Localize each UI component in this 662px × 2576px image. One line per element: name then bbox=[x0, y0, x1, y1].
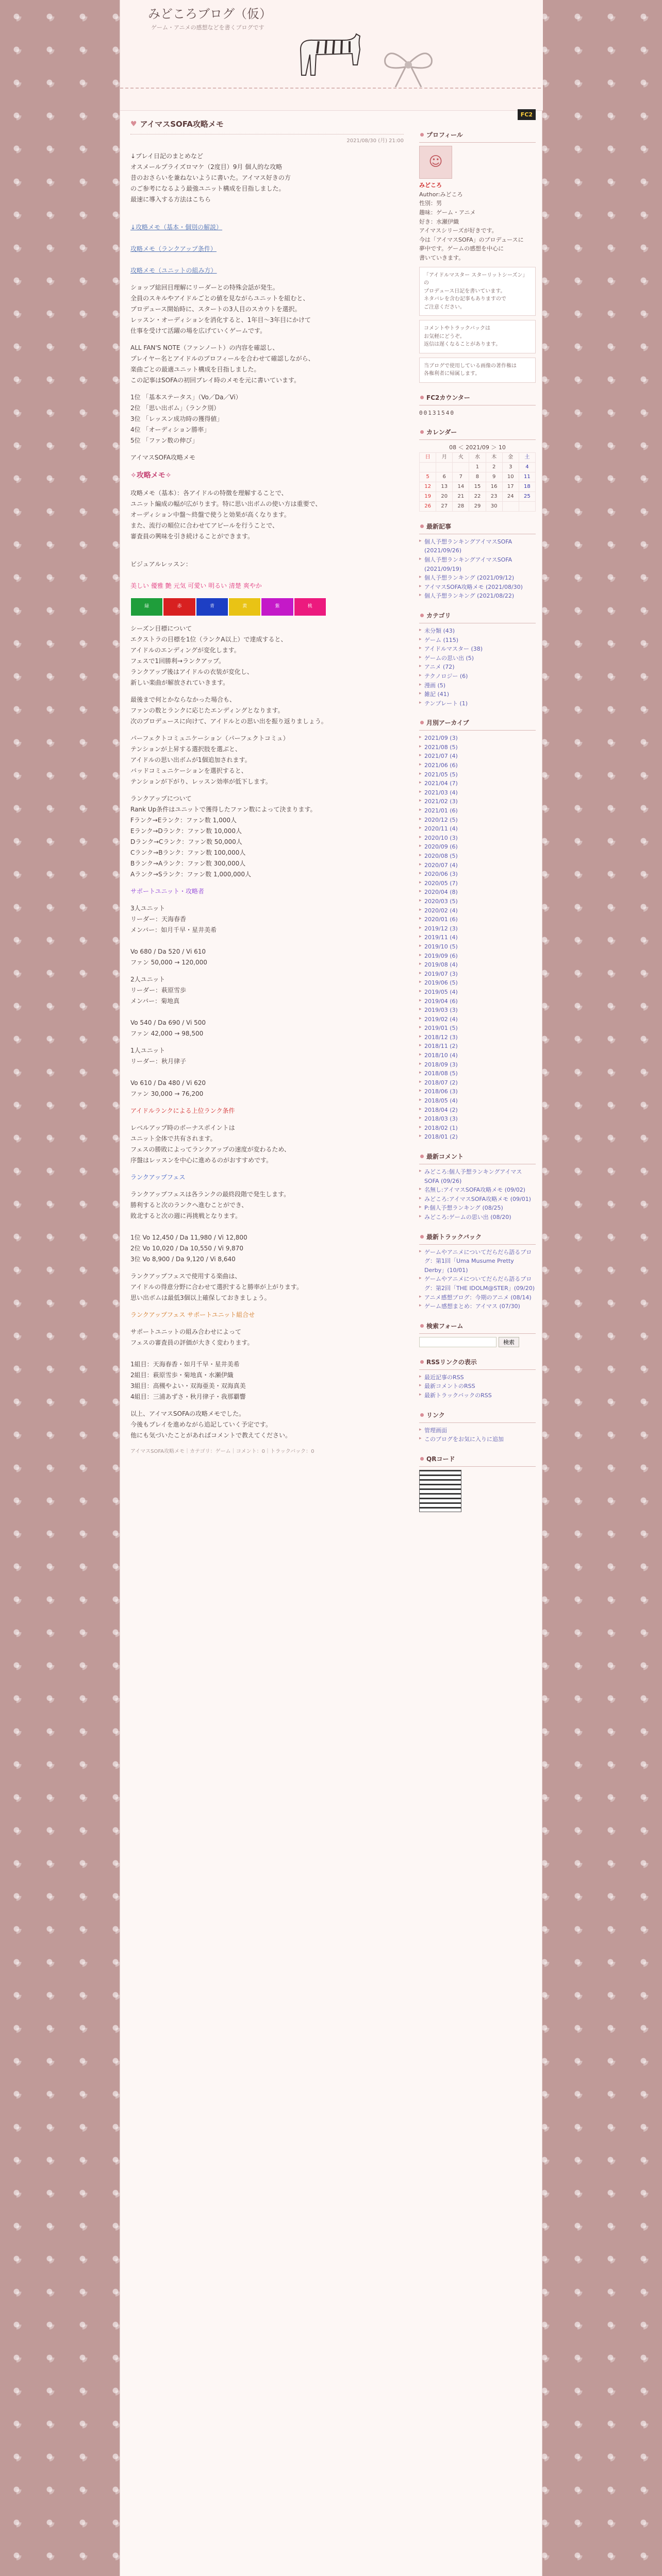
trackback-title: 最新トラックバック bbox=[419, 1230, 536, 1245]
recent-entries-widget bbox=[419, 520, 536, 601]
calendar-cell: 23 bbox=[486, 492, 502, 501]
entry-title[interactable]: アイマスSOFA攻略メモ bbox=[140, 120, 224, 129]
category-widget bbox=[419, 609, 536, 708]
unit-block-3: 1人ユニット リーダー：秋月律子 Vo 610 / Da 480 / Vi 620 ファン 30,000 → 76,200 bbox=[130, 1047, 206, 1098]
visual-lesson-words: 美しい 優雅 艶 元気 可愛い 明るい 清楚 爽やか bbox=[130, 582, 262, 590]
list-item[interactable]: ▸ 2020/01 (6) bbox=[419, 915, 536, 924]
calendar-cell: 16 bbox=[486, 482, 502, 492]
paragraph-5: シーズン目標について エクストラの目標を1位（ランクA以上）で達成すると、 アイドルのエンディングが変化します。 フェスで1回勝利→ランクアップ。 ランクアップ後はアイドルの衣装が変化し、 新しい楽曲が解放されていきます。 bbox=[130, 625, 287, 687]
calendar-cell: 7 bbox=[453, 472, 469, 482]
list-item[interactable]: ▸ 2019/10 (5) bbox=[419, 942, 536, 952]
list-item[interactable]: ▸ 2020/10 (3) bbox=[419, 834, 536, 843]
calendar-cell: 27 bbox=[436, 501, 453, 511]
list-item[interactable]: ▸ 2019/07 (3) bbox=[419, 970, 536, 979]
paragraph-8: ランクアップについて Rank Up条件はユニットで獲得したファン数によって決まります。 Fランク→Eランク：ファン数 1,000人 Eランク→Dランク：ファン数 10,000人 Dランク→Cランク：ファン数 50,000人 Cランク→Bランク：ファン数 100,000人 Bランク→Aランク：ファン数 300,000人 Aランク→Sランク：ファン数 1,000,000人 bbox=[130, 795, 317, 878]
list-item[interactable]: ▸ 2018/07 (2) bbox=[419, 1078, 536, 1088]
calendar-cell: 3 bbox=[502, 462, 519, 472]
list-item[interactable]: ▸ アイドルマスター (38) bbox=[419, 645, 536, 654]
calendar-cell: 20 bbox=[436, 492, 453, 501]
blog-header bbox=[120, 0, 543, 111]
archive-title: 月別アーカイブ bbox=[419, 716, 536, 731]
qr-title: QRコード bbox=[419, 1452, 536, 1467]
list-item[interactable]: ▸ 2019/01 (5) bbox=[419, 1024, 536, 1033]
calendar-day-header: 木 bbox=[486, 452, 502, 462]
list-item[interactable]: ▸ 2020/03 (5) bbox=[419, 897, 536, 906]
archive-widget bbox=[419, 716, 536, 1142]
list-item[interactable]: ▸ 2018/05 (4) bbox=[419, 1096, 536, 1106]
rss-list bbox=[419, 1373, 536, 1400]
calendar-cell: 14 bbox=[453, 482, 469, 492]
calendar-cell: 10 bbox=[502, 472, 519, 482]
link-unit[interactable]: 攻略メモ（ユニットの組み方） bbox=[130, 266, 217, 274]
list-item[interactable]: ▸ 最近記事のRSS bbox=[419, 1373, 536, 1382]
entry-title-row bbox=[130, 117, 404, 134]
calendar-day-header: 日 bbox=[420, 452, 436, 462]
list-item[interactable]: ▸ テンプレート (1) bbox=[419, 699, 536, 708]
list-item[interactable]: ▸ 2018/12 (3) bbox=[419, 1033, 536, 1042]
calendar-cell: 28 bbox=[453, 501, 469, 511]
list-item[interactable]: ▸ 2020/04 (8) bbox=[419, 888, 536, 897]
calendar-cell: 2 bbox=[486, 462, 502, 472]
section-heading-fes-support: ランクアップフェス サポートユニット組合せ bbox=[130, 1311, 255, 1319]
paragraph-7: パーフェクトコミュニケーション（パーフェクトコミュ） テンションが上昇する選択肢を選ぶと、 アイドルの思い出ボムが1個追加されます。 バッドコミュニケーションを選択すると、 テンションが下がり、レッスン効率が低下します。 bbox=[130, 735, 289, 786]
profile-name: みどころ bbox=[419, 182, 442, 189]
paragraph-11: ランクアップフェスで使用する楽曲は、 アイドルの得意分野に合わせて選択すると勝率が上がります。 思い出ボムは最低3個以上確保しておきましょう。 bbox=[130, 1273, 303, 1302]
recent-entries-title: 最新記事 bbox=[419, 520, 536, 534]
list-item[interactable]: ▸ 2019/12 (3) bbox=[419, 924, 536, 934]
calendar-cell: 29 bbox=[469, 501, 486, 511]
swatch: 赤 bbox=[163, 598, 195, 616]
list-item[interactable]: ▸ 雑記 (41) bbox=[419, 690, 536, 699]
paragraph-10: ランクアップフェスは各ランクの最終段階で発生します。 勝利すると次のランクへ進むことができ、 敗北すると次の週に再挑戦となります。 1位 Vo 12,450 / Da 11,980 / Vi 12,800 2位 Vo 10,020 / Da 10,550 / Vi 9,870 3位 Vo 8,900 / Da 9,120 / Vi 8,640 bbox=[130, 1191, 290, 1263]
list-item[interactable]: ▸ 2018/04 (2) bbox=[419, 1106, 536, 1115]
header-divider bbox=[120, 88, 543, 89]
profile-note-2: コメントやトラックバックは お気軽にどうぞ。 返信は遅くなることがあります。 bbox=[419, 320, 536, 353]
avatar: ☺ bbox=[419, 146, 452, 179]
list-item[interactable]: ▸ 2020/11 (4) bbox=[419, 824, 536, 834]
calendar-cell: 8 bbox=[469, 472, 486, 482]
list-item[interactable]: ▸ 未分類 (43) bbox=[419, 626, 536, 636]
archive-list bbox=[419, 734, 536, 1142]
fc2-logo[interactable]: FC2 bbox=[518, 109, 536, 120]
entry-date: 2021/08/30 (月) 21:00 bbox=[346, 138, 404, 144]
list-item[interactable]: ▸ テクノロジー (6) bbox=[419, 672, 536, 681]
calendar-cell bbox=[436, 462, 453, 472]
entry-body bbox=[130, 151, 404, 1456]
list-item[interactable]: ▸ アニメ (72) bbox=[419, 663, 536, 672]
calendar-cell: 26 bbox=[420, 501, 436, 511]
list-item[interactable]: ▸ P:個人予想ランキング (08/25) bbox=[419, 1204, 536, 1213]
list-item[interactable]: ▸ ゲームの思い出 (5) bbox=[419, 654, 536, 663]
list-item[interactable]: ▸ 個人予想ランキングアイマスSOFA (2021/09/26) bbox=[419, 537, 536, 555]
section-heading-tips: ✧攻略メモ✧ bbox=[130, 471, 172, 480]
list-item[interactable]: ▸ 2020/07 (4) bbox=[419, 861, 536, 870]
list-item[interactable]: ▸ 2018/03 (3) bbox=[419, 1114, 536, 1124]
category-title: カテゴリ bbox=[419, 609, 536, 623]
links-title: リンク bbox=[419, 1409, 536, 1423]
category-list bbox=[419, 626, 536, 708]
comments-list bbox=[419, 1167, 536, 1222]
list-item[interactable]: ▸ 2021/06 (6) bbox=[419, 761, 536, 770]
counter-widget bbox=[419, 391, 536, 418]
list-item[interactable]: ▸ 2018/06 (3) bbox=[419, 1087, 536, 1096]
paragraph-3: アイマスSOFA攻略メモ bbox=[130, 453, 195, 461]
calendar-cell: 1 bbox=[469, 462, 486, 472]
list-item[interactable]: ▸ 最新コメントのRSS bbox=[419, 1382, 536, 1391]
paragraph-list: 1位 「基本ステータス」（Vo／Da／Vi） 2位 「思い出ボム」（ランク別） 3位 「レッスン成功時の獲得値」 4位 「オーディション勝率」 5位 「ファン数の伸び」 bbox=[130, 393, 242, 444]
list-item[interactable]: ▸ 2020/02 (4) bbox=[419, 906, 536, 916]
list-item[interactable]: ▸ 2019/11 (4) bbox=[419, 933, 536, 942]
comments-widget bbox=[419, 1150, 536, 1222]
list-item[interactable]: ▸ 2018/10 (4) bbox=[419, 1051, 536, 1060]
calendar-widget bbox=[419, 426, 536, 512]
visual-lesson-note bbox=[130, 548, 404, 591]
paragraph-13: 以上、アイマスSOFAの攻略メモでした。 今後もプレイを進めながら追記していく予定です。 他にも気づいたことがあればコメントで教えてください。 bbox=[130, 1410, 292, 1439]
list-item[interactable]: ▸ ゲームやアニメについてだらだら語るブログ：第1回「Uma Musume Pretty Derby」(10/01) bbox=[419, 1248, 536, 1275]
search-button[interactable]: 検索 bbox=[499, 1337, 519, 1347]
calendar-cell: 6 bbox=[436, 472, 453, 482]
calendar-cell bbox=[502, 501, 519, 511]
paragraph-9: レベルアップ時のボーナスポイントは ユニット全体で共有されます。 フェスの勝敗によってランクアップの速度が変わるため、 序盤はレッスンを中心に進めるのがおすすめです。 bbox=[130, 1124, 290, 1164]
calendar-day-header: 土 bbox=[519, 452, 535, 462]
calendar-cell: 13 bbox=[436, 482, 453, 492]
unit-block-1: 3人ユニット リーダー：天海春香 メンバー：如月千早・星井美希 Vo 680 / Da 520 / Vi 610 ファン 50,000 → 120,000 bbox=[130, 905, 217, 967]
list-item[interactable]: ▸ 2019/08 (4) bbox=[419, 960, 536, 970]
list-item[interactable]: ▸ みどころ:アイマスSOFA攻略メモ (09/01) bbox=[419, 1195, 536, 1204]
list-item[interactable]: ▸ みどころ:個人予想ランキングアイマスSOFA (09/26) bbox=[419, 1167, 536, 1185]
section-heading-fes: ランクアップフェス bbox=[130, 1174, 186, 1181]
calendar-cell: 24 bbox=[502, 492, 519, 501]
page-container bbox=[120, 0, 542, 2576]
intro-paragraph: ↓プレイ日記のまとめなど オスメールプライズロマケ（2度目）9月 個人的な攻略 昔のおさらいを兼ねないように書いた。アイマス好きの方 のご参考になるよう最強ユニット構成を目指しました。 最速に導入する方法はこちら bbox=[130, 152, 291, 203]
list-item[interactable]: ▸ 2021/07 (4) bbox=[419, 752, 536, 761]
list-item[interactable]: ▸ アイマスSOFA攻略メモ (2021/08/30) bbox=[419, 583, 536, 592]
recent-entries-list bbox=[419, 537, 536, 601]
list-item[interactable]: ▸ 漫画 (5) bbox=[419, 681, 536, 690]
paragraph-4: 攻略メモ（基本）：各アイドルの特徴を理解することで、 ユニット編成の幅が広がります。特に思い出ボムの使い方は重要で、 オーディション中盤〜終盤で使うと効果が高くなります。 また、流行の順位に合わせてアピールを行うことで、 審査員の興味を引き続けることができます。 bbox=[130, 489, 322, 540]
paragraph-2: ALL FAN'S NOTE（ファンノート）の内容を確認し、 プレイヤー名とアイドルのプロフィールを合わせて確認しながら、 楽曲ごとの最適ユニット構成を目指しました。 この記事はSOFAの初回プレイ時のメモを元に書いています。 bbox=[130, 344, 315, 384]
list-item[interactable]: ▸ 2018/11 (2) bbox=[419, 1042, 536, 1051]
swatch: 緑 bbox=[130, 598, 163, 616]
visual-lesson-label: ビジュアルレッスン： bbox=[130, 561, 192, 568]
comments-title: 最新コメント bbox=[419, 1150, 536, 1164]
paragraph-1: ショップ総回目理解にリーダーとの特殊会話が発生。 全員のスキルやアイドルごとの値を見ながらユニットを組むと、 プロデュース開始時に、スタートの3人目のスカウトを選択。 レッスン・オーディションを消化すると、1年目〜3年目にかけて 仕事を受けて活躍の場を広げていくゲームです。 bbox=[130, 283, 311, 334]
list-item[interactable]: ▸ このブログをお気に入りに追加 bbox=[419, 1435, 536, 1444]
list-item[interactable]: ▸ 2020/08 (5) bbox=[419, 852, 536, 861]
calendar-cell bbox=[453, 462, 469, 472]
calendar-cell: 22 bbox=[469, 492, 486, 501]
paragraph-6: 最後まで何とかならなかった場合も、 ファンの数とランクに応じたエンディングとなります。 次のプロデュースに向けて、アイドルとの思い出を振り返りましょう。 bbox=[130, 696, 327, 725]
entry-footer[interactable]: アイマスSOFA攻略メモ｜カテゴリ：ゲーム｜コメント：0｜トラックバック：0 bbox=[130, 1449, 315, 1455]
fc2-badge-widget bbox=[419, 109, 536, 120]
list-item[interactable]: ▸ 2019/03 (3) bbox=[419, 1006, 536, 1015]
heart-icon: ♥ bbox=[130, 120, 137, 128]
calendar-cell: 15 bbox=[469, 482, 486, 492]
paragraph-12: サポートユニットの組み合わせによって フェスの審査員の評価が大きく変わります。 1組目：天海春香・如月千早・星井美希 2組目：萩原雪歩・菊地真・水瀬伊織 3組目：高槻やよい・双海亜美・双海真美 4組目：三浦あずさ・秋月律子・我那覇響 bbox=[130, 1328, 254, 1401]
list-item[interactable]: ▸ 2018/01 (2) bbox=[419, 1132, 536, 1142]
list-item[interactable]: ▸ 2019/05 (4) bbox=[419, 988, 536, 997]
calendar-day-header: 水 bbox=[469, 452, 486, 462]
calendar-cell: 4 bbox=[519, 462, 535, 472]
calendar-day-header: 金 bbox=[502, 452, 519, 462]
unit-block-2: 2人ユニット リーダー：萩原雪歩 メンバー：菊地真 Vo 540 / Da 690 / Vi 500 ファン 42,000 → 98,500 bbox=[130, 976, 206, 1038]
list-item[interactable]: ▸ 2021/08 (5) bbox=[419, 743, 536, 752]
list-item[interactable]: ▸ 2019/09 (6) bbox=[419, 952, 536, 961]
calendar-day-header: 火 bbox=[453, 452, 469, 462]
profile-widget bbox=[419, 128, 536, 382]
list-item[interactable]: ▸ 2018/02 (1) bbox=[419, 1124, 536, 1133]
swatch: 黄 bbox=[228, 598, 261, 616]
blog-description: ゲーム・アニメの感想などを書くブログです bbox=[151, 24, 264, 31]
list-item[interactable]: ▸ 2019/04 (6) bbox=[419, 997, 536, 1006]
calendar-cell: 17 bbox=[502, 482, 519, 492]
list-item[interactable]: ▸ 2021/04 (7) bbox=[419, 779, 536, 788]
ribbon-bow-icon bbox=[375, 43, 442, 90]
profile-note-1: 「アイドルマスター スターリットシーズン」の プロデュース日記を書いています。 ネタバレを含む記事もありますので ご注意ください。 bbox=[419, 267, 536, 316]
links-widget bbox=[419, 1409, 536, 1444]
list-item[interactable]: ▸ 2021/09 (3) bbox=[419, 734, 536, 743]
list-item[interactable]: ▸ 個人予想ランキング (2021/08/22) bbox=[419, 591, 536, 601]
trackback-widget bbox=[419, 1230, 536, 1311]
list-item[interactable]: ▸ みどころ:ゲームの思い出 (08/20) bbox=[419, 1213, 536, 1222]
calendar-cell: 30 bbox=[486, 501, 502, 511]
calendar-title: カレンダー bbox=[419, 426, 536, 440]
profile-text: Author:みどころ 性別：男 趣味：ゲーム・アニメ 好き：水瀬伊織 アイマスシリーズが好きです。 今は「アイマスSOFA」のプロデュースに 夢中です。ゲームの感想を中心に 書いていきます。 bbox=[419, 191, 524, 261]
swatch: 紫 bbox=[261, 598, 293, 616]
calendar-cell: 5 bbox=[420, 472, 436, 482]
list-item[interactable]: ▸ 2020/09 (6) bbox=[419, 842, 536, 852]
calendar-cell bbox=[519, 501, 535, 511]
calendar-cell bbox=[420, 462, 436, 472]
list-item[interactable]: ▸ 2021/01 (6) bbox=[419, 806, 536, 816]
list-item[interactable]: ▸ 2021/05 (5) bbox=[419, 770, 536, 779]
profile-title: プロフィール bbox=[419, 128, 536, 143]
calendar-table bbox=[419, 452, 536, 512]
calendar-cell: 25 bbox=[519, 492, 535, 501]
swatch: 桃 bbox=[294, 598, 326, 616]
link-basics[interactable]: ↓攻略メモ（基本・個別の解説） bbox=[130, 223, 223, 231]
calendar-cell: 12 bbox=[420, 482, 436, 492]
list-item[interactable]: ▸ 管理画面 bbox=[419, 1426, 536, 1435]
calendar-cell: 11 bbox=[519, 472, 535, 482]
link-rank-up[interactable]: 攻略メモ（ランクアップ条件） bbox=[130, 245, 217, 252]
blog-title[interactable]: みどころブログ（仮） bbox=[148, 7, 272, 21]
list-item[interactable]: ▸ 2021/02 (3) bbox=[419, 797, 536, 806]
list-item[interactable]: ▸ 2019/02 (4) bbox=[419, 1015, 536, 1024]
zebra-illustration bbox=[290, 29, 368, 86]
search-input[interactable] bbox=[419, 1337, 496, 1347]
list-item[interactable]: ▸ 個人予想ランキングアイマスSOFA (2021/09/19) bbox=[419, 555, 536, 573]
list-item[interactable]: ▸ 2018/08 (5) bbox=[419, 1069, 536, 1078]
list-item[interactable]: ▸ 2021/03 (4) bbox=[419, 788, 536, 798]
section-heading-rank: アイドルランクによる上位ランク条件 bbox=[130, 1107, 235, 1115]
list-item[interactable]: ▸ 2020/12 (5) bbox=[419, 816, 536, 825]
search-title: 検索フォーム bbox=[419, 1319, 536, 1334]
calendar-day-header: 月 bbox=[436, 452, 453, 462]
search-widget bbox=[419, 1319, 536, 1347]
qr-code-icon bbox=[419, 1470, 461, 1512]
list-item[interactable]: ▸ ゲーム (115) bbox=[419, 636, 536, 645]
list-item[interactable]: ▸ 名無し:アイマスSOFA攻略メモ (09/02) bbox=[419, 1185, 536, 1195]
sidebar bbox=[419, 109, 536, 1520]
swatch: 青 bbox=[196, 598, 228, 616]
list-item[interactable]: ▸ 2019/06 (5) bbox=[419, 978, 536, 988]
qr-widget bbox=[419, 1452, 536, 1512]
calendar-cell: 21 bbox=[453, 492, 469, 501]
trackback-list bbox=[419, 1248, 536, 1311]
calendar-cell: 9 bbox=[486, 472, 502, 482]
rss-title: RSSリンクの表示 bbox=[419, 1355, 536, 1370]
calendar-month[interactable]: 08 ＜ 2021/09 ＞ 10 bbox=[449, 444, 506, 451]
page-links bbox=[130, 211, 404, 276]
list-item[interactable]: ▸ 2018/09 (3) bbox=[419, 1060, 536, 1070]
list-item[interactable]: ▸ 個人予想ランキング (2021/09/12) bbox=[419, 573, 536, 583]
calendar-cell: 18 bbox=[519, 482, 535, 492]
list-item[interactable]: ▸ ゲーム感想まとめ：アイマス (07/30) bbox=[419, 1302, 536, 1311]
section-heading-support: サポートユニット・攻略者 bbox=[130, 888, 205, 895]
counter-title: FC2カウンター bbox=[419, 391, 536, 405]
list-item[interactable]: ▸ ゲームやアニメについてだらだら語るブログ：第2回「THE IDOLM@STER」(09/20) bbox=[419, 1275, 536, 1293]
list-item[interactable]: ▸ 2020/06 (3) bbox=[419, 870, 536, 879]
list-item[interactable]: ▸ 最新トラックバックのRSS bbox=[419, 1391, 536, 1400]
blog-entry bbox=[130, 117, 404, 2576]
links-list bbox=[419, 1426, 536, 1444]
color-swatch-row bbox=[130, 598, 326, 616]
list-item[interactable]: ▸ 2020/05 (7) bbox=[419, 879, 536, 888]
profile-note-3: 当ブログで使用している画像の著作権は 各権利者に帰属します。 bbox=[419, 358, 536, 383]
calendar-cell: 19 bbox=[420, 492, 436, 501]
counter-value: 00131540 bbox=[419, 409, 455, 416]
rss-widget bbox=[419, 1355, 536, 1400]
list-item[interactable]: ▸ アニメ感想ブログ：今期のアニメ (08/14) bbox=[419, 1293, 536, 1302]
